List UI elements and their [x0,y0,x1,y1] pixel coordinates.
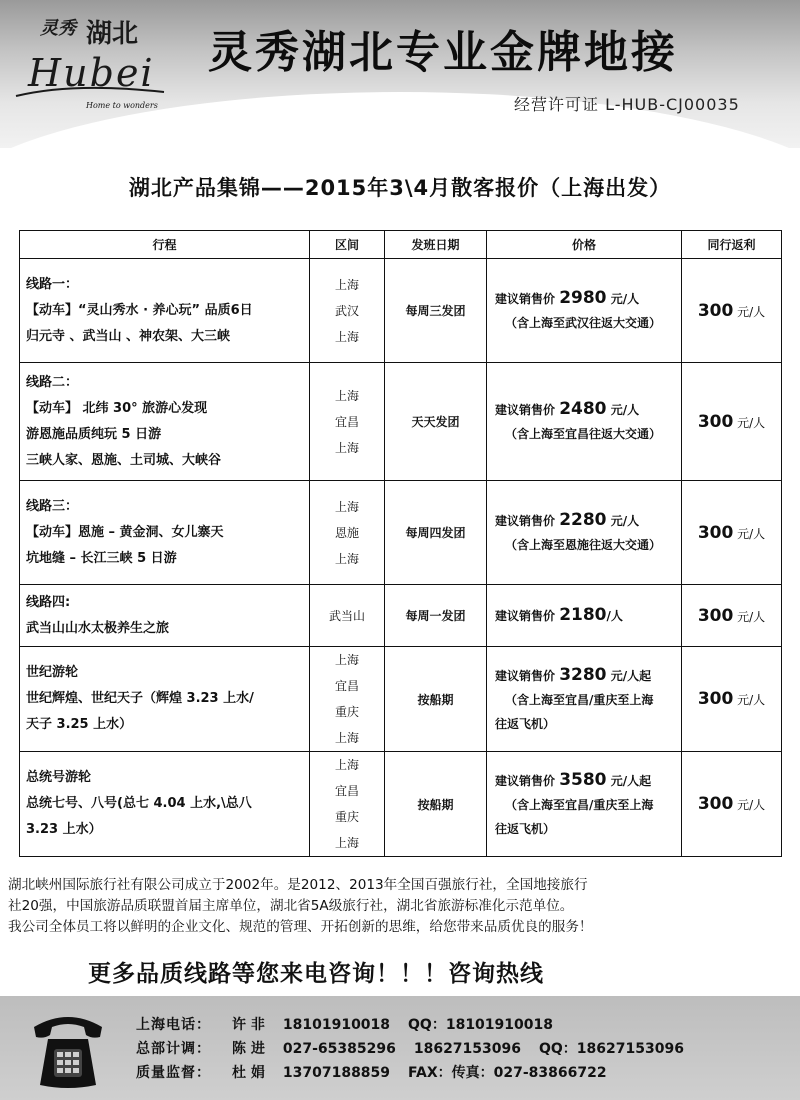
rebate-cell [682,481,782,585]
logo-cn-text: 湖北 [86,19,139,49]
route-line: 世纪辉煌、世纪天子（辉煌 3.23 上水/ [26,691,254,706]
intro-line: 我公司全体员工将以鲜明的企业文化、规范的管理、开拓创新的思维，给您带来品质优良的服务！ [8,919,593,935]
rebate-cell [682,752,782,857]
route-line: 线路二： [26,374,79,390]
area-stop: 重庆 [334,705,359,719]
area-cell [310,585,385,647]
license-number: 经营许可证 L-HUB-CJ00035 [514,95,740,114]
price-note: 往返飞机） [495,716,556,731]
price-note: （含上海至宜昌往返大交通） [505,427,662,441]
price-number: 2280 [559,510,607,530]
contact-value: 13707188859 [282,1065,391,1081]
contact-row [136,1013,702,1037]
contact-row [136,1061,702,1085]
route-line: 三峡人家、恩施、土司城、大峡谷 [26,452,222,468]
table-row [20,647,782,752]
intro-line: 社20强，中国旅游品质联盟首届主席单位，湖北省5A级旅行社，湖北省旅游标准化示范单位。 [8,898,574,914]
company-intro [8,875,794,938]
route-line: 【动车】 北纬 30° 旅游心发现 [26,400,208,416]
table-row [20,585,782,647]
price-cell [487,647,682,752]
price-number: 2180 [559,605,607,625]
rebate-cell [682,585,782,647]
table-header-row [20,231,782,259]
departure-cell: 每周三发团 [385,259,487,363]
price-unit: 元/人起 [606,773,652,788]
price-prefix: 建议销售价 [495,609,560,623]
area-stop: 上海 [334,731,359,745]
route-line: 游恩施品质纯玩 5 日游 [26,426,162,442]
price-line [495,768,673,793]
col-header-route: 行程 [20,231,310,259]
area-stop: 恩施 [334,525,359,540]
rebate-unit: 元/人 [733,415,766,430]
price-prefix: 建议销售价 [495,514,560,528]
departure-cell: 每周一发团 [385,585,487,647]
rebate-number: 300 [697,411,734,432]
area-stop: 上海 [334,551,359,566]
route-cell [20,752,310,857]
area-cell [310,647,385,752]
route-cell [20,481,310,585]
route-cell [20,259,310,363]
price-prefix: 建议销售价 [495,292,560,306]
table-row [20,481,782,585]
price-prefix: 建议销售价 [495,668,560,683]
price-number: 2480 [559,399,607,419]
departure-cell: 天天发团 [385,363,487,481]
contact-list [136,1013,702,1085]
main-title: 灵秀湖北专业金牌地接 [208,27,678,78]
contact-value: 陈 进 [232,1041,265,1057]
route-line: 线路一： [26,276,79,292]
price-unit: 元/人起 [606,668,652,683]
price-line [495,397,673,422]
contact-value: 18627153096 [413,1041,521,1057]
area-stop: 重庆 [334,810,359,824]
departure-cell: 按船期 [385,752,487,857]
area-cell [310,481,385,585]
price-line [495,663,673,688]
contact-value: QQ：18101910018 [408,1017,553,1033]
area-stop: 上海 [334,653,359,667]
hubei-logo [14,8,184,112]
col-header-rebate: 同行返利 [682,231,782,259]
contact-label: 总部计调： [136,1041,211,1057]
price-note: （含上海至武汉往返大交通） [505,316,662,330]
route-line: 武当山山水太极养生之旅 [26,620,170,636]
page-subtitle: 湖北产品集锦——2015年3\4月散客报价（上海出发） [128,176,672,200]
rebate-number: 300 [697,300,734,321]
rebate-number: 300 [697,605,734,626]
price-note: （含上海至恩施往返大交通） [505,538,662,552]
logo-slogan-text: Home to wonders [86,101,158,110]
price-unit: /人 [606,609,623,623]
price-unit: 元/人 [606,292,640,306]
route-line: 归元寺 、武当山 、神农架、大三峡 [26,328,231,344]
area-stop: 武汉 [334,303,359,318]
rebate-cell [682,647,782,752]
price-note: （含上海至宜昌/重庆至上海 [505,692,654,707]
rebate-number: 300 [697,794,734,814]
contact-value: 18101910018 [282,1017,391,1033]
route-line: 天子 3.25 上水） [26,717,133,732]
logo-script-text: 灵秀 [40,18,76,39]
departure-cell: 按船期 [385,647,487,752]
contact-value: 杜 娟 [232,1065,265,1081]
area-stop: 上海 [334,277,359,292]
route-cell [20,647,310,752]
contact-value: 许 非 [232,1017,265,1033]
rebate-number: 300 [697,522,734,543]
area-stop: 宜昌 [334,784,359,798]
rebate-unit: 元/人 [733,304,766,319]
departure-cell: 每周四发团 [385,481,487,585]
price-cell [487,363,682,481]
area-cell [310,259,385,363]
area-stop: 上海 [334,836,359,850]
area-stop: 宜昌 [334,414,359,429]
route-line: 总统号游轮 [26,770,92,785]
area-cell [310,752,385,857]
area-stop: 上海 [334,329,359,344]
price-cell [487,481,682,585]
price-line [495,286,673,311]
rebate-cell [682,363,782,481]
area-stop: 上海 [334,440,359,455]
col-header-price: 价格 [487,231,682,259]
route-line: 总统七号、八号(总七 4.04 上水,\总八 [26,796,252,811]
contact-value: 027-65385296 [282,1041,396,1057]
rebate-unit: 元/人 [733,693,766,707]
price-note: 往返飞机） [495,821,556,836]
area-stop: 上海 [334,758,359,772]
price-number: 2980 [559,288,607,308]
logo-en-text: Hubei [28,51,155,95]
price-unit: 元/人 [606,403,640,417]
route-line: 线路四: [26,594,71,610]
price-cell [487,259,682,363]
rebate-unit: 元/人 [733,609,766,624]
intro-line: 湖北峡州国际旅行社有限公司成立于2002年。是2012、2013年全国百强旅行社，全国地接旅行 [8,877,588,893]
price-number: 3580 [559,769,607,790]
area-stop: 上海 [334,499,359,514]
contact-value: QQ：18627153096 [539,1041,684,1057]
route-line: 3.23 上水） [26,822,102,837]
col-header-area: 区间 [310,231,385,259]
price-table [19,230,782,857]
route-line: 世纪游轮 [26,665,79,680]
table-row [20,363,782,481]
price-prefix: 建议销售价 [495,773,560,788]
area-cell [310,363,385,481]
price-cell [487,752,682,857]
price-cell [487,585,682,647]
route-line: 坑地缝 – 长江三峡 5 日游 [26,550,177,566]
price-unit: 元/人 [606,514,640,528]
table-row [20,752,782,857]
rebate-unit: 元/人 [733,798,766,812]
route-line: 【动车】恩施 – 黄金洞、女儿寨天 [26,524,224,540]
route-line: 【动车】“灵山秀水 · 养心玩” 品质6日 [26,302,253,318]
area-stop: 宜昌 [334,679,359,693]
price-number: 3280 [559,664,607,685]
rebate-unit: 元/人 [733,526,766,541]
route-line: 线路三： [26,498,79,514]
contact-row [136,1037,702,1061]
price-line [495,603,673,628]
hotline-banner: 更多品质线路等您来电咨询！！！咨询热线 [88,961,544,987]
price-note: （含上海至宜昌/重庆至上海 [505,797,654,812]
price-line [495,508,673,533]
area-stop: 武当山 [328,608,365,623]
contact-label: 质量监督： [136,1065,211,1081]
table-row [20,259,782,363]
route-cell [20,585,310,647]
rebate-number: 300 [697,689,734,709]
col-header-date: 发班日期 [385,231,487,259]
rebate-cell [682,259,782,363]
telephone-icon [30,1005,106,1091]
contact-value: FAX：传真：027-83866722 [408,1065,607,1081]
contact-label: 上海电话： [136,1017,211,1033]
area-stop: 上海 [334,388,359,403]
route-cell [20,363,310,481]
price-prefix: 建议销售价 [495,403,560,417]
